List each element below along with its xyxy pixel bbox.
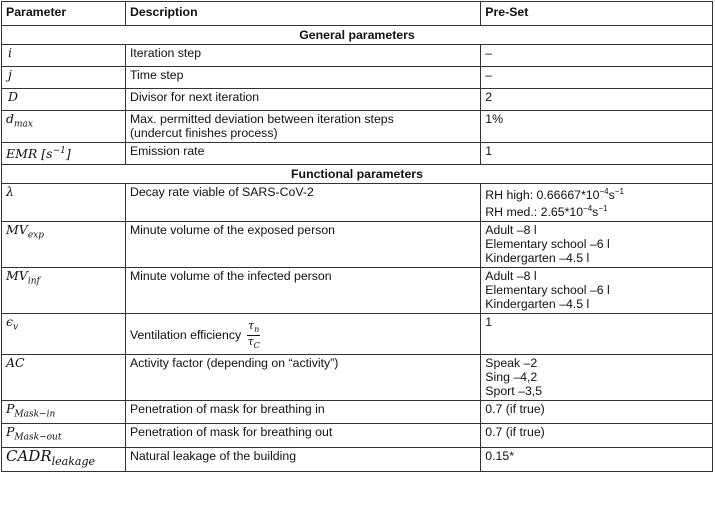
preset-cell: – <box>481 45 713 67</box>
param-symbol <box>6 314 19 333</box>
desc-cell: Minute volume of the exposed person <box>125 222 480 268</box>
preset-cell: 2 <box>481 89 713 111</box>
preset-line: Speak –2 <box>485 355 538 370</box>
param-cell <box>2 354 126 400</box>
symbol-base: MV <box>6 268 28 284</box>
desc-line: Max. permitted deviation between iteration steps <box>129 112 394 126</box>
preset-exp: −1 <box>598 204 608 214</box>
table-row-mvinf <box>2 268 713 314</box>
param-symbol <box>6 400 56 420</box>
preset-line: Adult –8 l <box>485 223 537 238</box>
preset-exp: −1 <box>614 187 624 196</box>
param-cell <box>2 447 126 471</box>
table-row-emr <box>2 143 713 165</box>
preset-cell <box>481 184 713 222</box>
table-row-cadr <box>2 447 713 471</box>
preset-unit: s <box>608 188 615 203</box>
parameter-table-container <box>1 1 713 472</box>
param-symbol: AC <box>6 354 25 370</box>
param-cell <box>2 111 126 143</box>
param-symbol: λ <box>6 184 14 199</box>
preset-line <box>485 185 708 202</box>
preset-cell <box>481 222 713 268</box>
param-symbol: D <box>8 89 19 104</box>
desc-line: (undercut finishes process) <box>129 126 278 140</box>
table-row-pmask-out <box>2 424 713 448</box>
desc-cell: Natural leakage of the building <box>125 447 480 471</box>
preset-cell: 1% <box>481 111 713 143</box>
param-cell <box>2 222 126 268</box>
desc-cell: Activity factor (depending on “activity”) <box>125 354 480 400</box>
preset-text: RH med.: 2.65*10 <box>485 205 584 220</box>
table-row-lambda <box>2 184 713 222</box>
symbol-sub: Mask−out <box>14 432 62 443</box>
param-cell <box>2 184 126 222</box>
preset-line: Kindergarten –4.5 l <box>485 251 590 266</box>
section-row-general <box>2 26 713 45</box>
table-row-ev <box>2 314 713 354</box>
symbol-base: MV <box>6 222 28 238</box>
preset-text: RH high: 0.66667*10 <box>485 188 600 203</box>
symbol-base: ϵ <box>6 314 14 330</box>
param-symbol <box>6 424 62 443</box>
symbol-base: P <box>6 424 15 440</box>
table-row-dmax <box>2 111 713 143</box>
preset-cell <box>481 268 713 314</box>
parameter-table <box>1 1 713 472</box>
desc-cell <box>125 314 480 354</box>
symbol-end: ] <box>65 146 71 162</box>
param-cell <box>2 400 126 424</box>
preset-line: Elementary school –6 l <box>485 237 610 252</box>
desc-cell: Penetration of mask for breathing out <box>125 424 480 448</box>
param-symbol <box>6 146 71 161</box>
table-row-i <box>2 45 713 67</box>
tau-symbol: τ <box>247 335 254 349</box>
symbol-sub: leakage <box>51 454 96 468</box>
preset-line: Elementary school –6 l <box>485 283 610 298</box>
symbol-base: CADR <box>6 446 52 465</box>
preset-line <box>485 202 708 219</box>
symbol-sub: max <box>14 119 33 130</box>
desc-cell: Decay rate viable of SARS-CoV-2 <box>125 184 480 222</box>
preset-line: Adult –8 l <box>485 269 537 284</box>
desc-cell: Penetration of mask for breathing in <box>125 400 480 424</box>
preset-unit: s <box>592 205 599 220</box>
symbol-base: d <box>6 111 15 126</box>
param-cell <box>2 45 126 67</box>
section-row-functional <box>2 165 713 184</box>
tau-symbol: τ <box>248 319 255 333</box>
preset-cell <box>481 354 713 400</box>
table-row-d <box>2 89 713 111</box>
preset-cell: – <box>481 67 713 89</box>
param-symbol <box>6 446 96 468</box>
symbol-base: P <box>6 400 15 416</box>
param-symbol <box>6 222 44 241</box>
preset-line: Kindergarten –4.5 l <box>485 297 590 312</box>
desc-cell: Time step <box>125 67 480 89</box>
desc-cell: Iteration step <box>125 45 480 67</box>
param-cell <box>2 89 126 111</box>
param-cell <box>2 268 126 314</box>
preset-line: Sing –4,2 <box>485 369 538 384</box>
preset-cell: 1 <box>481 314 713 354</box>
param-symbol <box>6 268 40 287</box>
table-row-ac <box>2 354 713 400</box>
param-cell <box>2 143 126 165</box>
param-cell <box>2 424 126 448</box>
desc-cell: Divisor for next iteration <box>125 89 480 111</box>
fraction-numerator <box>247 320 260 336</box>
param-symbol: j <box>8 67 12 82</box>
preset-cell: 0.7 (if true) <box>481 400 713 424</box>
symbol-sub: exp <box>27 230 44 241</box>
preset-line: Sport –3,5 <box>485 383 543 398</box>
symbol-sub: v <box>13 322 19 333</box>
desc-cell: Emission rate <box>125 143 480 165</box>
symbol-sup: −1 <box>52 146 66 156</box>
preset-exp: −4 <box>599 187 609 196</box>
param-cell <box>2 314 126 354</box>
efficiency-fraction <box>247 320 261 351</box>
param-cell <box>2 67 126 89</box>
desc-cell <box>125 111 480 143</box>
table-row-j <box>2 67 713 89</box>
desc-text: Ventilation efficiency <box>129 328 242 343</box>
param-symbol <box>6 111 33 130</box>
section-title-functional: Functional parameters <box>2 165 713 184</box>
preset-cell: 1 <box>481 143 713 165</box>
preset-exp: −4 <box>583 204 593 214</box>
preset-cell: 0.7 (if true) <box>481 424 713 448</box>
tau-sub: C <box>253 341 260 351</box>
desc-cell: Minute volume of the infected person <box>125 268 480 314</box>
table-row-pmask-in <box>2 400 713 424</box>
header-parameter: Parameter <box>2 2 126 26</box>
section-title-general: General parameters <box>2 26 713 45</box>
header-row <box>2 2 713 26</box>
param-symbol: i <box>8 45 12 60</box>
table-row-mvexp <box>2 222 713 268</box>
header-preset: Pre-Set <box>481 2 713 26</box>
symbol-sub: Mask−in <box>14 409 56 420</box>
fraction-denominator <box>247 336 261 351</box>
symbol-base: EMR [s <box>6 146 53 162</box>
symbol-sub: inf <box>27 276 40 287</box>
tau-sub: n <box>254 325 260 335</box>
preset-cell: 0.15* <box>481 447 713 471</box>
header-description: Description <box>125 2 480 26</box>
